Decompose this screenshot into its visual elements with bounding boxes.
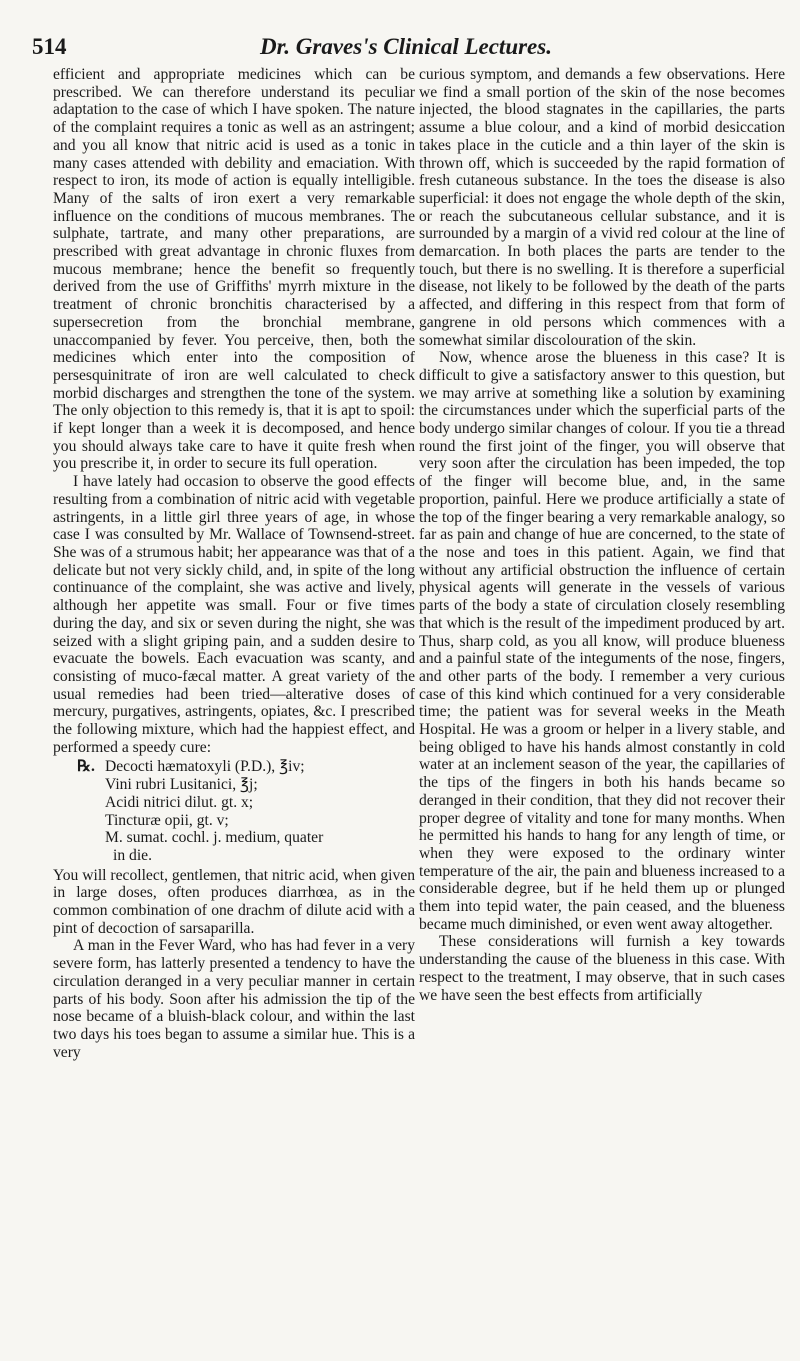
right-paragraph-1: curious symptom, and demands a few observations. Here we find a small portion of the skin of the nose becomes injected, the blood stagnates in the capillaries, the parts assume a blue colour, and a kind of morbid desiccation takes place in the cuticle and a thin layer of the skin is thrown off, which is succeeded by the rapid formation of fresh cutaneous substance. In the toes the disease is also superficial: it does not engage the whole depth of the skin, or reach the subcutaneous cellular substance, and it is surrounded by a margin of a vivid red colour at the line of demarcation. In both places the parts are tender to the touch, but there is no swelling. It is therefore a superficial disease, not likely to be followed by the death of the parts affected, and differing in this respect from that form of gangrene in old persons which commences with a somewhat similar discolouration of the skin. [419,66,785,349]
prescription-line: in die. [113,846,152,864]
page-header [32,34,782,64]
left-paragraph-3: You will recollect, gentlemen, that nitric acid, when given in large doses, often produces diarrhœa, as in the common combination of one drachm of dilute acid with a pint of decoction of sarsaparilla. [53,866,415,937]
right-column [419,66,785,1004]
left-paragraph-4: A man in the Fever Ward, who has had fever in a very severe form, has latterly presented a tendency to have the circulation deranged in a very peculiar manner in certain parts of his body. Soon after his admission the tip of the nose became of a bluish-black colour, and within the last two days his toes began to assume a similar hue. This is a very [53,937,415,1061]
running-title: Dr. Graves's Clinical Lectures. [260,34,552,59]
prescription-line: Acidi nitrici dilut. gt. x; [105,793,254,811]
right-paragraph-3: These considerations will furnish a key towards understanding the cause of the blueness in this case. With respect to the treatment, I may observe, that in such cases we have seen the best effects from artificially [419,933,785,1004]
left-paragraph-1: efficient and appropriate medicines which can be prescribed. We can therefore understand its peculiar adaptation to the case of which I have spoken. The nature of the complaint requires a tonic as well as an astringent; and you all know that nitric acid is used as a tonic in many cases attended with debility and emaciation. With respect to iron, its mode of action is equally intelligible. Many of the salts of iron exert a very remarkable influence on the conditions of mucous membranes. The sulphate, tartrate, and many other preparations, are prescribed with great advantage in chronic fluxes from mucous membrane; hence the benefit so frequently derived from the use of Griffiths' myrrh mixture in the treatment of chronic bronchitis characterised by a supersecretion from the bronchial membrane, unaccompanied by fever. You perceive, then, both the medicines which enter into the composition of persesquinitrate of iron are well calculated to check morbid discharges and strengthen the tone of the system. The only objection to this remedy is, that it is apt to spoil: if kept longer than a week it is decomposed, and hence you should always take care to have it quite fresh when you prescribe it, in order to secure its full operation. [53,66,415,473]
left-paragraph-2: I have lately had occasion to observe the good effects resulting from a combination of nitric acid with vegetable astringents, in a little girl three years of age, in whose case I was consulted by Mr. Wallace of Townsend-street. She was of a strumous habit; her appearance was that of a delicate but not very sickly child, and, in spite of the long continuance of the complaint, she was active and lively, although her appetite was small. Four or five times during the day, and six or seven during the night, she was seized with a slight griping pain, and a sudden desire to evacuate the bowels. Each evacuation was scanty, and consisting of muco-fæcal matter. A great variety of the usual remedies had been tried—alterative doses of mercury, purgatives, astringents, opiates, &c. I prescribed the following mixture, which had the happiest effect, and performed a speedy cure: [53,473,415,756]
page-number: 514 [32,34,67,59]
prescription-line: Vini rubri Lusitanici, ℥j; [105,776,258,794]
right-paragraph-2: Now, whence arose the blueness in this case? It is difficult to give a satisfactory answer to this question, but we may arrive at something like a solution by examining the circumstances under which the superficial parts of the body undergo similar changes of colour. If you tie a thread round the first joint of the finger, you will observe that very soon after the circulation has been impeded, the top of the finger will become blue, and, in the same proportion, painful. Here we produce artificially a state of the top of the finger bearing a very remarkable analogy, so far as pain and change of hue are concerned, to the state of the nose and toes in this patient. Again, we find that without any artificial obstruction the influence of certain physical agents will generate in the vessels of various parts of the body a state of circulation closely resembling that which is the result of the impediment produced by art. Thus, sharp cold, as you all know, will produce blueness and a painful state of the integuments of the nose, fingers, and other parts of the body. I remember a very curious case of this kind which continued for a very considerable time; the patient was for several weeks in the Meath Hospital. He was a groom or helper in a livery stable, and being obliged to have his hands almost constantly in cold water at an inclement season of the year, the capillaries of the tips of the fingers in both his hands became so deranged in their condition, that they did not recover their proper degree of vitality and tone for many months. When he permitted his hands to hang for any length of time, or when they were exposed to the ordinary winter temperature of the air, the pain and blueness increased to a considerable degree, but if he held them up or plunged them into tepid water, the pain ceased, and the blueness became much diminished, or even went away altogether. [419,349,785,933]
prescription-line: M. sumat. cochl. j. medium, quater [105,829,324,847]
prescription-line: ℞. Decocti hæmatoxyli (P.D.), ℥iv; [77,758,305,776]
recipe-symbol: ℞. [77,758,95,776]
left-column [53,66,415,1061]
prescription [77,758,415,864]
prescription-line: Tincturæ opii, gt. v; [105,811,229,829]
